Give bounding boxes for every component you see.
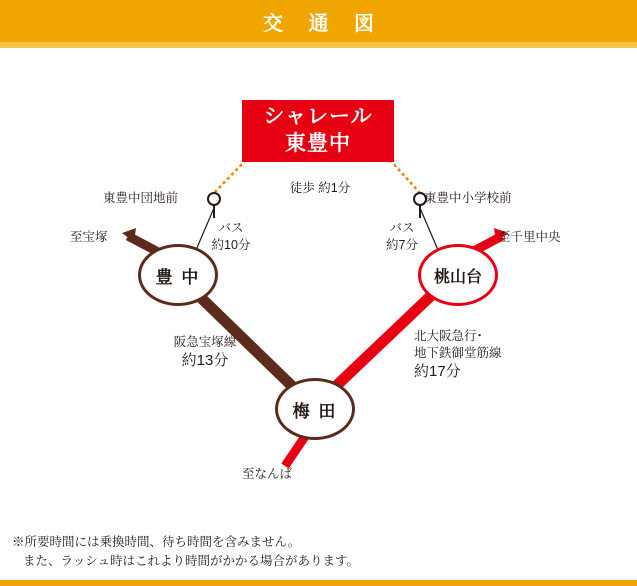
walk-line-left xyxy=(214,160,246,193)
transit-diagram xyxy=(0,48,637,518)
label-bus-right xyxy=(372,220,432,254)
station-umeda-label: 梅 田 xyxy=(292,401,338,421)
label-bus-left-line1: バス xyxy=(218,221,244,235)
station-umeda xyxy=(275,378,355,440)
label-hankyu-line xyxy=(140,334,270,371)
label-kitaosaka-line1: 北大阪急行･ xyxy=(414,329,483,343)
label-kitaosaka-line xyxy=(414,328,502,382)
label-walk-time: 徒歩 約1分 xyxy=(289,181,351,195)
label-bus-left xyxy=(196,220,266,254)
station-toyonaka-label: 豊 中 xyxy=(155,267,201,287)
label-bus-right-line2: 約7分 xyxy=(386,237,418,252)
label-to-namba: 至なんば xyxy=(242,467,293,481)
umeda-namba-line xyxy=(285,435,306,466)
property-name-box xyxy=(242,100,394,162)
label-to-takarazuka: 至宝塚 xyxy=(70,230,108,244)
page-header xyxy=(0,0,637,42)
station-momoyamadai-label: 桃山台 xyxy=(433,268,482,286)
footnote-line1: ※所要時間には乗換時間、待ち時間を含みません。 xyxy=(12,535,301,549)
label-bus-right-line1: バス xyxy=(389,221,415,235)
label-kitaosaka-line3: 約17分 xyxy=(414,362,461,380)
bus-stop-pin-left xyxy=(208,193,220,218)
property-name-line1: シャレール xyxy=(263,105,373,129)
label-kitaosaka-line2: 地下鉄御堂筋線 xyxy=(414,345,502,360)
label-bus-stop-left: 東豊中団地前 xyxy=(103,191,179,205)
label-bus-stop-right: 東豊中小学校前 xyxy=(424,191,512,205)
property-name-line2: 東豊中 xyxy=(285,132,351,155)
label-hankyu-line-time: 約13分 xyxy=(181,351,229,369)
footnote xyxy=(12,533,627,572)
label-to-senri-chuo: 至千里中央 xyxy=(498,230,561,244)
label-bus-left-line2: 約10分 xyxy=(211,237,251,252)
footnote-line2: また、ラッシュ時はこれより時間がかかる場合があります。 xyxy=(23,554,360,569)
walk-line-right xyxy=(390,160,420,193)
label-hankyu-line-name: 阪急宝塚線 xyxy=(173,335,237,349)
bottom-accent-strip xyxy=(0,580,637,586)
page-title: 交 通 図 xyxy=(262,12,385,35)
